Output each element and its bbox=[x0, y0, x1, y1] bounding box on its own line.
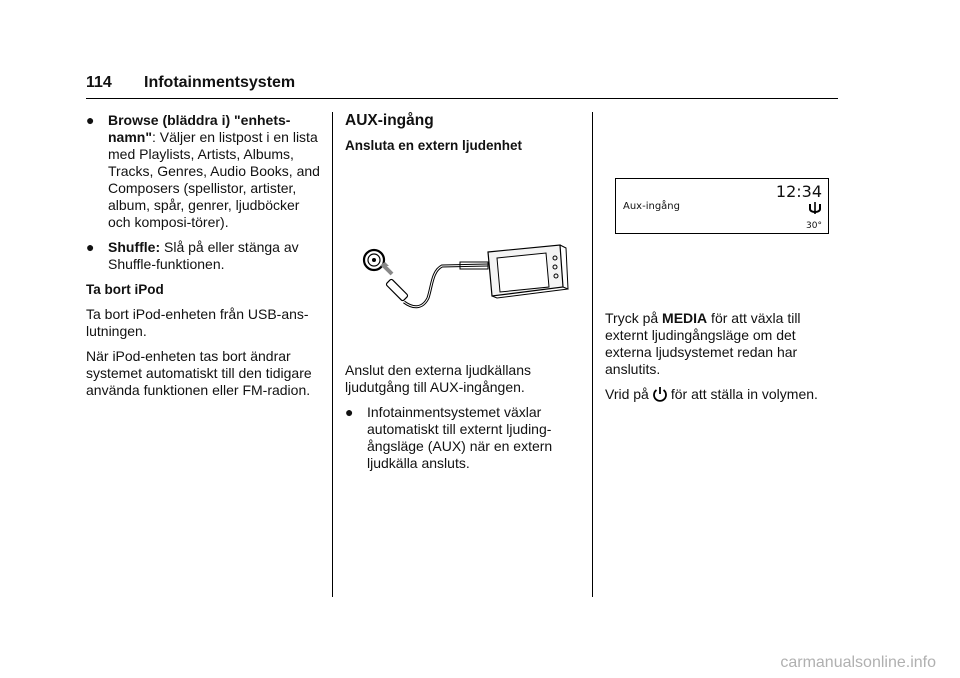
media-text-post: för att växla till externt ljudingångsläge om det externa ljudsystemet redan har anslutits. bbox=[605, 310, 801, 377]
auto-switch-bullet bbox=[345, 404, 580, 472]
right-column-text bbox=[605, 310, 840, 411]
ipod-removed-paragraph: När iPod-enheten tas bort ändrar systemet automatiskt till den tidigare använda funktionen eller FM-radion. bbox=[86, 348, 312, 398]
column-divider-right bbox=[592, 112, 593, 597]
header-rule bbox=[86, 98, 838, 99]
volume-text-post: för att ställa in volymen. bbox=[670, 386, 818, 402]
media-button-label: MEDIA bbox=[662, 310, 708, 326]
aux-jack-icon bbox=[364, 250, 384, 270]
connect-heading: Ansluta en extern ljudenhet bbox=[345, 138, 523, 153]
middle-column bbox=[345, 112, 580, 162]
bullet-dot: ● bbox=[86, 239, 95, 255]
column-divider-left bbox=[332, 112, 333, 597]
radio-display bbox=[615, 178, 829, 234]
browse-bullet bbox=[86, 112, 320, 231]
bullet-dot: ● bbox=[86, 112, 95, 128]
volume-paragraph bbox=[605, 386, 840, 403]
shuffle-bullet bbox=[86, 239, 320, 273]
shuffle-description: Slå på eller stänga av Shuffle-funktionen. bbox=[108, 239, 299, 272]
display-source: Aux-ingång bbox=[623, 201, 680, 212]
auto-switch-text: Infotainmentsystemet växlar automatiskt till externt ljuding-ångsläge (AUX) när en extern ljudkälla ansluts. bbox=[367, 404, 553, 471]
browse-term: Browse (bläddra i) "enhets-namn" bbox=[108, 112, 291, 145]
media-paragraph bbox=[605, 310, 840, 378]
page-header bbox=[86, 74, 295, 92]
aux-cable-illustration bbox=[360, 236, 570, 316]
display-temperature: 30° bbox=[806, 221, 822, 231]
display-clock: 12:34 bbox=[775, 182, 822, 201]
remove-ipod-heading: Ta bort iPod bbox=[86, 282, 164, 297]
usb-icon bbox=[808, 201, 822, 215]
remove-ipod-paragraph: Ta bort iPod-enheten från USB-ans-lutningen. bbox=[86, 306, 309, 339]
media-player-icon bbox=[488, 245, 568, 298]
connect-paragraph: Anslut den externa ljudkällans ljudutgång till AUX-ingången. bbox=[345, 362, 532, 395]
media-text-pre: Tryck på bbox=[605, 310, 663, 326]
page-title: Infotainmentsystem bbox=[144, 74, 296, 91]
volume-text-pre: Vrid på bbox=[605, 386, 649, 402]
shuffle-term: Shuffle: bbox=[108, 239, 161, 255]
bullet-dot: ● bbox=[345, 404, 354, 420]
browse-description: : Väljer en listpost i en lista med Playlists, Artists, Albums, Tracks, Genres, Audio Books, and Composers (spellistor, artister, album, spår, genrer, ljudböcker och komposi-törer). bbox=[108, 129, 320, 230]
insert-arrow-icon bbox=[380, 262, 392, 274]
page-number: 114 bbox=[86, 74, 112, 91]
aux-heading: AUX-ingång bbox=[345, 112, 434, 129]
aux-plug-icon bbox=[386, 262, 488, 307]
middle-column-text bbox=[345, 362, 580, 480]
left-column bbox=[86, 112, 320, 407]
watermark: carmanualsonline.info bbox=[780, 654, 936, 671]
power-knob-icon bbox=[652, 386, 668, 402]
